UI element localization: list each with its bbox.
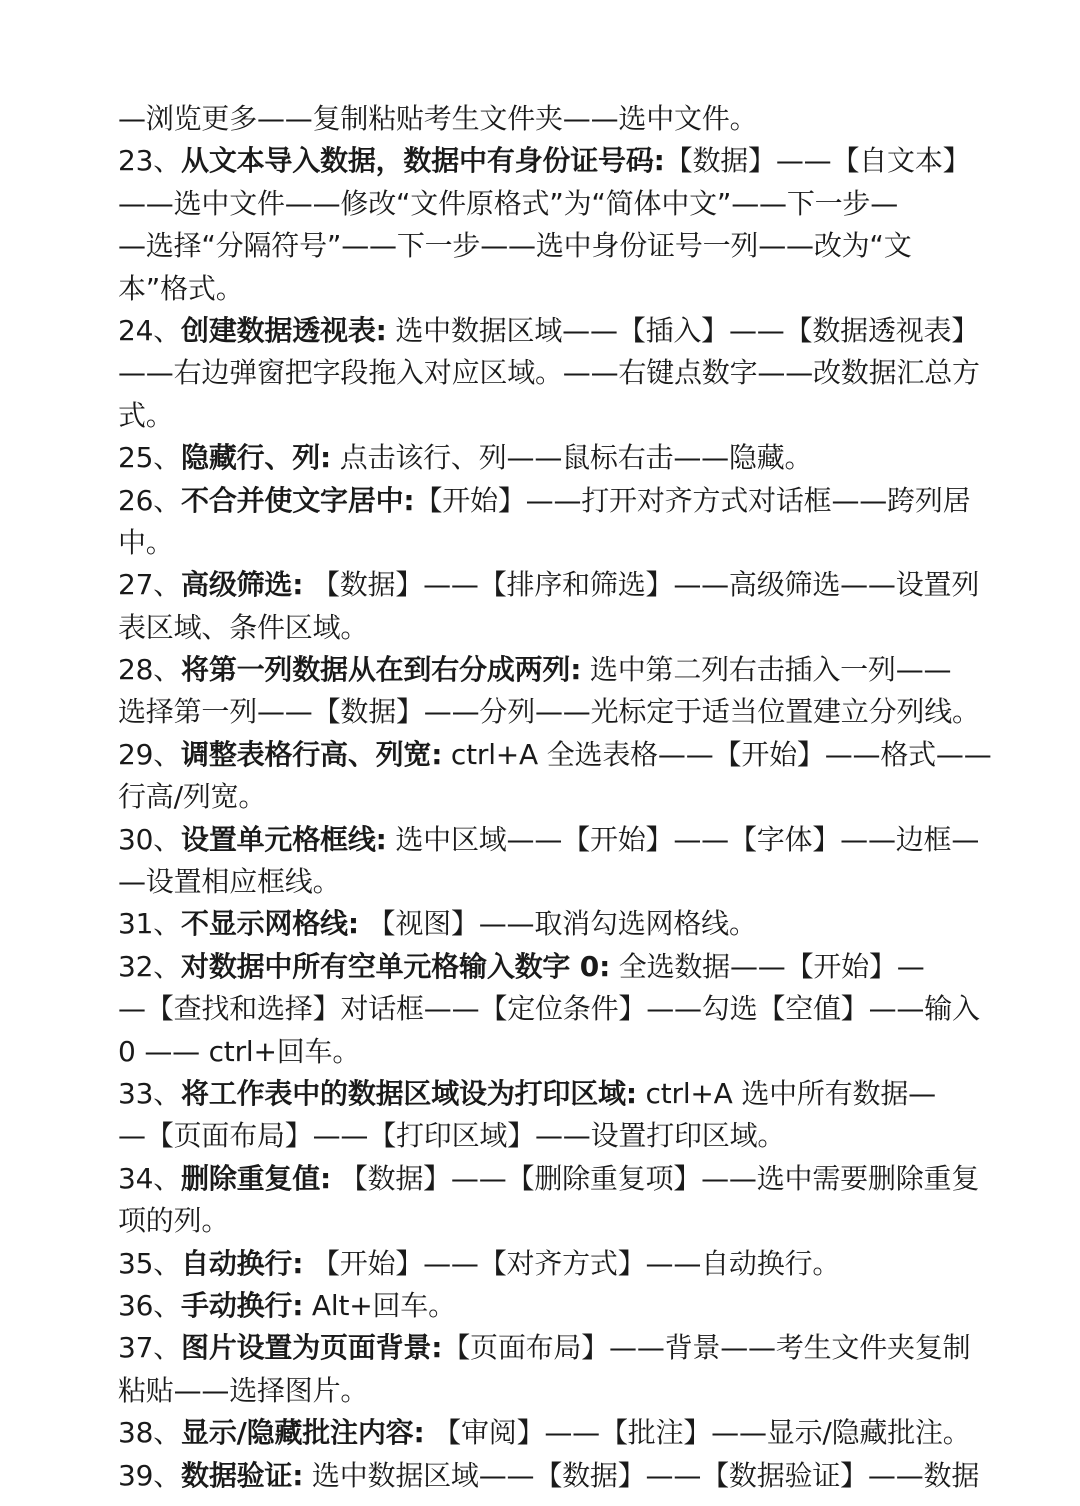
item-text: 选中数据区域——【插入】——【数据透视表】 <box>386 313 980 347</box>
item-title: 调整表格行高、列宽: <box>181 737 443 771</box>
item-title: 显示/隐藏批注内容: <box>181 1416 425 1450</box>
item-text: 38、 <box>118 1416 182 1450</box>
text-line <box>118 352 980 394</box>
item-text: ctrl+A 全选表格——【开始】——格式—— <box>442 737 992 771</box>
item-text: 30、 <box>118 822 182 856</box>
item-text: 33、 <box>118 1076 182 1110</box>
text-line <box>118 819 980 861</box>
document-page <box>118 98 992 1497</box>
item-text: 【审阅】——【批注】——显示/隐藏批注。 <box>424 1416 971 1450</box>
text-line <box>118 691 980 733</box>
item-title: 高级筛选: <box>181 568 304 602</box>
item-text: —设置相应框线。 <box>118 865 341 899</box>
text-line <box>118 988 980 1030</box>
text-line <box>118 268 968 310</box>
item-text: 32、 <box>118 949 182 983</box>
text-line <box>118 734 992 776</box>
item-text: 中。 <box>118 525 174 559</box>
item-text: —【页面布局】——【打印区域】——设置打印区域。 <box>118 1119 786 1153</box>
text-line <box>118 1115 968 1157</box>
item-text: 【数据】——【删除重复项】——选中需要删除重复 <box>331 1161 980 1195</box>
item-text: 选中数据区域——【数据】——【数据验证】——数据 <box>303 1458 980 1492</box>
item-title: 不合并使文字居中: <box>181 483 415 517</box>
item-title: 删除重复值: <box>181 1161 332 1195</box>
item-text: 【数据】——【自文本】 <box>664 144 971 178</box>
item-title: 数据验证: <box>181 1458 304 1492</box>
item-text: 选中区域——【开始】——【字体】——边框— <box>386 822 980 856</box>
text-line <box>118 1031 968 1073</box>
item-text: 全选数据——【开始】— <box>610 949 925 983</box>
item-text: 点击该行、列——鼠标右击——隐藏。 <box>331 441 813 475</box>
item-text: 23、 <box>118 144 182 178</box>
text-line <box>118 564 980 606</box>
text-line <box>118 1455 980 1497</box>
item-text: —【查找和选择】对话框——【定位条件】——勾选【空值】——输入 <box>118 992 980 1026</box>
item-title: 创建数据透视表: <box>181 313 387 347</box>
item-title: 将工作表中的数据区域设为打印区域: <box>181 1076 637 1110</box>
text-line <box>118 310 980 352</box>
item-text: 【页面布局】——背景——考生文件夹复制 <box>442 1331 971 1365</box>
item-text: 36、 <box>118 1288 182 1322</box>
item-title: 对数据中所有空单元格输入数字 0: <box>181 949 611 983</box>
text-line <box>118 1158 980 1200</box>
text-line <box>118 1073 968 1115</box>
text-line <box>118 1243 968 1285</box>
item-text: Alt+回车。 <box>303 1288 456 1322</box>
text-line <box>118 649 968 691</box>
text-line <box>118 183 968 225</box>
item-text: 39、 <box>118 1458 182 1492</box>
item-text: —选择“分隔符号”——下一步——选中身份证号一列——改为“文 <box>118 229 912 263</box>
text-line <box>118 522 968 564</box>
item-text: 0 —— ctrl+回车。 <box>118 1034 361 1068</box>
item-text: 24、 <box>118 313 182 347</box>
item-title: 隐藏行、列: <box>181 441 332 475</box>
item-text: 26、 <box>118 483 182 517</box>
item-text: 【开始】——打开对齐方式对话框——跨列居 <box>414 483 971 517</box>
text-line <box>118 395 968 437</box>
text-line <box>118 140 971 182</box>
item-text: 35、 <box>118 1246 182 1280</box>
text-line <box>118 1370 968 1412</box>
item-text: 【数据】——【排序和筛选】——高级筛选——设置列 <box>303 568 980 602</box>
item-text: 行高/列宽。 <box>118 780 267 814</box>
item-text: 本”格式。 <box>118 271 244 305</box>
item-text: 27、 <box>118 568 182 602</box>
item-title: 手动换行: <box>181 1288 304 1322</box>
item-title: 将第一列数据从在到右分成两列: <box>181 653 582 687</box>
text-line <box>118 1285 968 1327</box>
text-line <box>118 776 968 818</box>
item-title: 设置单元格框线: <box>181 822 387 856</box>
item-text: 选中第二列右击插入一列—— <box>581 653 952 687</box>
item-title: 自动换行: <box>181 1246 304 1280</box>
text-line <box>118 607 968 649</box>
item-text: 28、 <box>118 653 182 687</box>
item-text: —浏览更多——复制粘贴考生文件夹——选中文件。 <box>118 102 758 135</box>
item-text: ctrl+A 选中所有数据— <box>636 1076 936 1110</box>
text-line <box>118 1327 971 1369</box>
item-title: 不显示网格线: <box>181 907 359 941</box>
item-text: 表区域、条件区域。 <box>118 610 369 644</box>
item-title: 从文本导入数据，数据中有身份证号码: <box>181 144 665 178</box>
item-text: 式。 <box>118 398 174 432</box>
item-text: ——右边弹窗把字段拖入对应区域。——右键点数字——改数据汇总方 <box>118 356 980 390</box>
item-text: 29、 <box>118 737 182 771</box>
item-text: 25、 <box>118 441 182 475</box>
item-text: 【视图】——取消勾选网格线。 <box>358 907 757 941</box>
text-line <box>118 98 968 140</box>
item-title: 图片设置为页面背景: <box>181 1331 443 1365</box>
item-text: 【开始】——【对齐方式】——自动换行。 <box>303 1246 841 1280</box>
item-text: 37、 <box>118 1331 182 1365</box>
item-text: 选择第一列——【数据】——分列——光标定于适当位置建立分列线。 <box>118 695 980 729</box>
text-line <box>118 225 968 267</box>
text-line <box>118 1412 971 1454</box>
item-text: 31、 <box>118 907 182 941</box>
text-line <box>118 1200 968 1242</box>
item-text: ——选中文件——修改“文件原格式”为“简体中文”——下一步— <box>118 186 899 220</box>
text-line <box>118 480 971 522</box>
item-text: 项的列。 <box>118 1204 230 1238</box>
text-line <box>118 946 968 988</box>
item-text: 34、 <box>118 1161 182 1195</box>
text-line <box>118 861 968 903</box>
text-line <box>118 437 968 479</box>
item-text: 粘贴——选择图片。 <box>118 1373 369 1407</box>
text-line <box>118 903 968 945</box>
